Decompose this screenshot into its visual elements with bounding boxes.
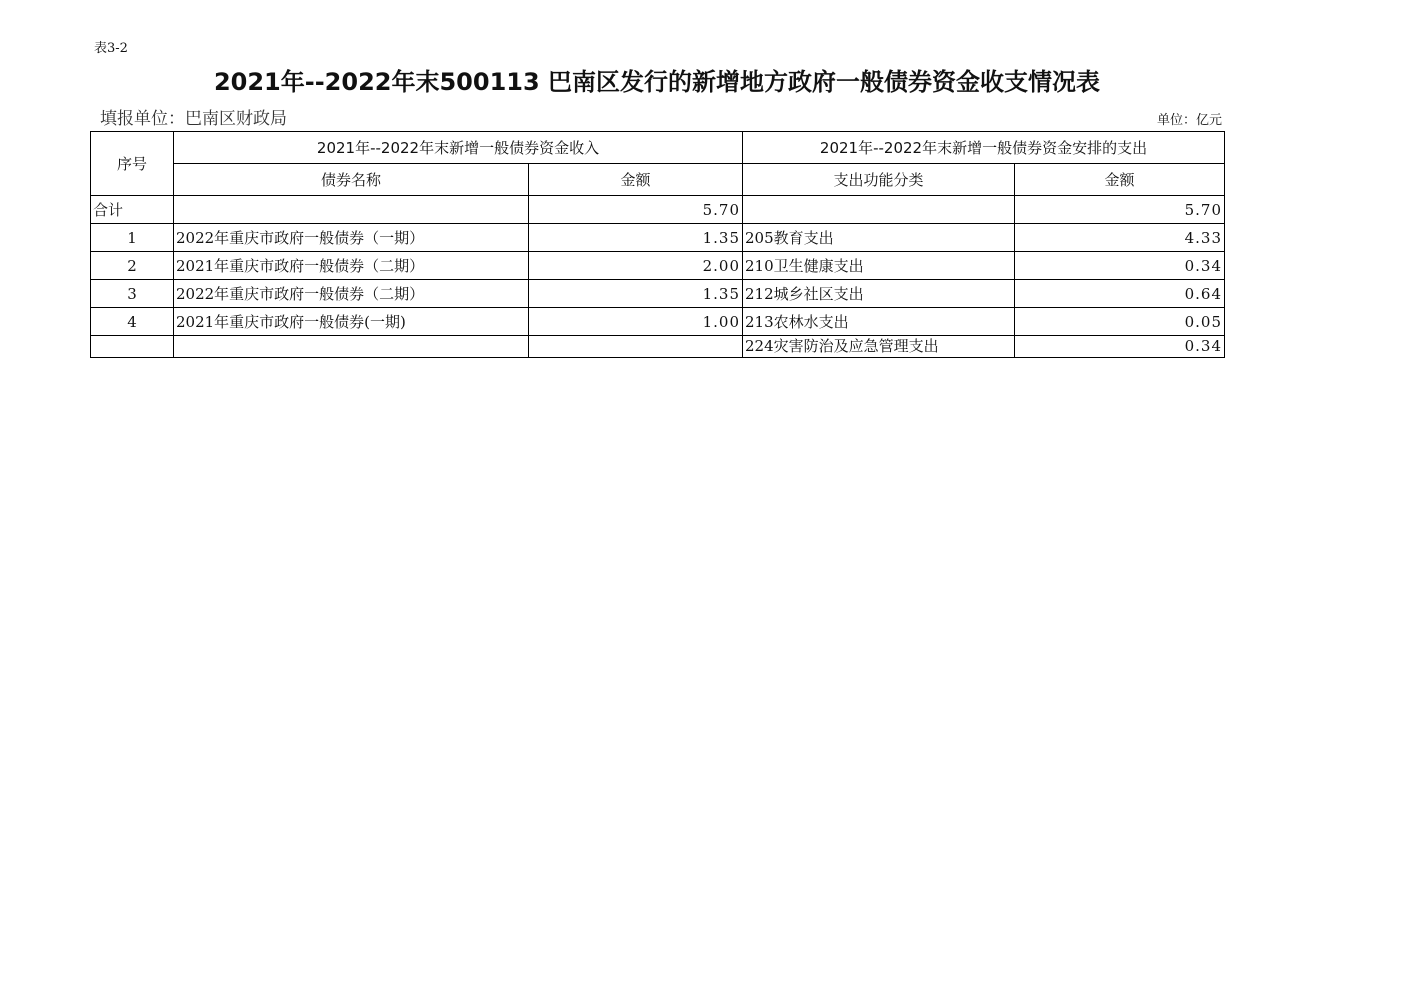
total-expense-amount: 5.70 (1015, 196, 1225, 224)
table-row (91, 224, 1225, 252)
header-bond-name: 债券名称 (174, 164, 529, 196)
row-expense-amount: 0.05 (1015, 308, 1225, 336)
header-expense-group: 2021年--2022年末新增一般债券资金安排的支出 (743, 132, 1225, 164)
row-income-amount: 1.35 (529, 224, 743, 252)
total-label: 合计 (91, 196, 174, 224)
row-seq: 3 (91, 280, 174, 308)
row-bond-name: 2022年重庆市政府一般债券（二期） (174, 280, 529, 308)
table-row (91, 280, 1225, 308)
row-expense-amount: 0.34 (1015, 252, 1225, 280)
row-bond-name: 2021年重庆市政府一般债券（二期） (174, 252, 529, 280)
row-seq: 2 (91, 252, 174, 280)
total-row (91, 196, 1225, 224)
bond-fund-table (90, 131, 1225, 358)
header-income-amount: 金额 (529, 164, 743, 196)
table-row (91, 252, 1225, 280)
row-function-class: 224灾害防治及应急管理支出 (743, 336, 1015, 358)
row-function-class: 212城乡社区支出 (743, 280, 1015, 308)
row-seq (91, 336, 174, 358)
header-expense-amount: 金额 (1015, 164, 1225, 196)
row-expense-amount: 0.34 (1015, 336, 1225, 358)
row-function-class: 210卫生健康支出 (743, 252, 1015, 280)
header-seq: 序号 (91, 132, 174, 196)
header-function-class: 支出功能分类 (743, 164, 1015, 196)
total-function-class (743, 196, 1015, 224)
total-bond-name (174, 196, 529, 224)
row-seq: 4 (91, 308, 174, 336)
row-bond-name: 2022年重庆市政府一般债券（一期） (174, 224, 529, 252)
table-row (91, 308, 1225, 336)
page-title: 2021年--2022年末500113 巴南区发行的新增地方政府一般债券资金收支情况表 (213, 68, 1101, 96)
row-income-amount: 1.00 (529, 308, 743, 336)
row-function-class: 213农林水支出 (743, 308, 1015, 336)
total-income-amount: 5.70 (529, 196, 743, 224)
row-expense-amount: 4.33 (1015, 224, 1225, 252)
row-function-class: 205教育支出 (743, 224, 1015, 252)
row-income-amount (529, 336, 743, 358)
filling-unit: 填报单位：巴南区财政局 (100, 109, 287, 129)
row-expense-amount: 0.64 (1015, 280, 1225, 308)
table-row (91, 336, 1225, 358)
money-unit: 单位：亿元 (1156, 113, 1222, 128)
row-seq: 1 (91, 224, 174, 252)
row-bond-name (174, 336, 529, 358)
row-bond-name: 2021年重庆市政府一般债券(一期) (174, 308, 529, 336)
row-income-amount: 2.00 (529, 252, 743, 280)
table-number: 表3-2 (94, 41, 128, 56)
row-income-amount: 1.35 (529, 280, 743, 308)
header-income-group: 2021年--2022年末新增一般债券资金收入 (174, 132, 743, 164)
